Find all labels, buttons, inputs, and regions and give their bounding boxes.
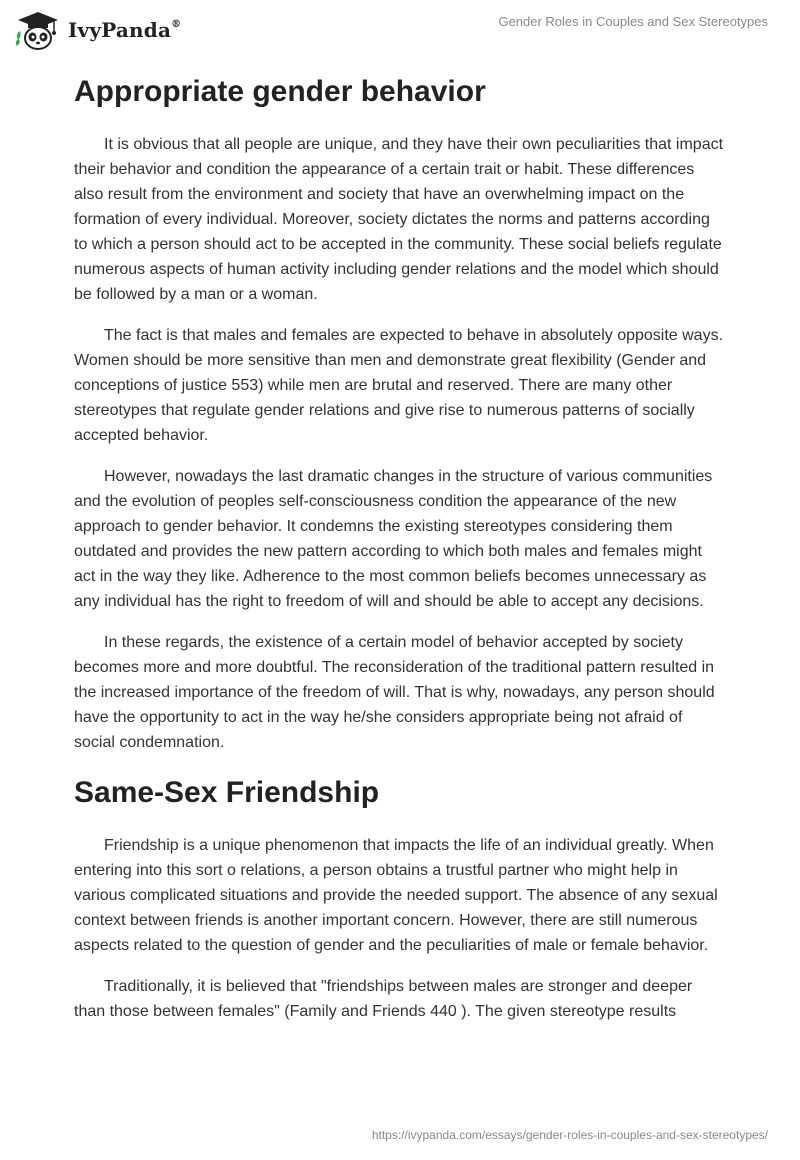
brand-name: IvyPanda® <box>68 18 182 42</box>
essay-content <box>74 70 724 1040</box>
page-header <box>0 0 800 60</box>
paragraph: The fact is that males and females are expected to behave in absolutely opposite ways. Women should be more sensitive than men and demonstrate great flexibility (Gender and conceptions of justice 553) while men are brutal and reserved. There are many other stereotypes that regulate gender relations and give rise to numerous patterns of socially accepted behavior. <box>74 327 724 444</box>
paragraph: However, nowadays the last dramatic changes in the structure of various communities and the evolution of peoples self-consciousness condition the appearance of the new approach to gender behavior. It condemns the existing stereotypes considering them outdated and provides the new pattern according to which both males and females might act in the way they like. Adherence to the most common beliefs becomes unnecessary as any individual has the right to freedom of will and should be able to accept any decisions. <box>74 468 713 610</box>
paragraph: Friendship is a unique phenomenon that impacts the life of an individual greatly. When entering into this sort o relations, a person obtains a trustful partner who might help in various complicated situations and provide the needed support. The absence of any sexual context between friends is another important concern. However, there are still numerous aspects related to the question of gender and the peculiarities of male or female behavior. <box>74 837 718 954</box>
paragraph: It is obvious that all people are unique, and they have their own peculiarities that impact their behavior and condition the appearance of a certain trait or habit. These differences also result from the environment and society that have an overwhelming impact on the formation of every individual. Moreover, society dictates the norms and patterns according to which a person should act to be accepted in the community. These social beliefs regulate numerous aspects of human activity including gender relations and the model which should be followed by a man or a woman. <box>74 136 724 303</box>
ivypanda-logo[interactable] <box>14 10 181 50</box>
section-heading: Appropriate gender behavior <box>74 75 486 108</box>
section-heading: Same-Sex Friendship <box>74 776 380 809</box>
source-url[interactable]: https://ivypanda.com/essays/gender-roles-in-couples-and-sex-stereotypes/ <box>371 1128 768 1142</box>
document-title: Gender Roles in Couples and Sex Stereotypes <box>498 14 768 29</box>
panda-logo-icon <box>14 10 62 50</box>
paragraph: In these regards, the existence of a certain model of behavior accepted by society becomes more and more doubtful. The reconsideration of the traditional pattern resulted in the increased importance of the freedom of will. That is why, nowadays, any person should have the opportunity to act in the way he/she considers appropriate being not afraid of social condemnation. <box>74 634 715 751</box>
paragraph: Traditionally, it is believed that "friendships between males are stronger and deeper than those between females" (Family and Friends 440 ). The given stereotype results <box>74 978 693 1020</box>
